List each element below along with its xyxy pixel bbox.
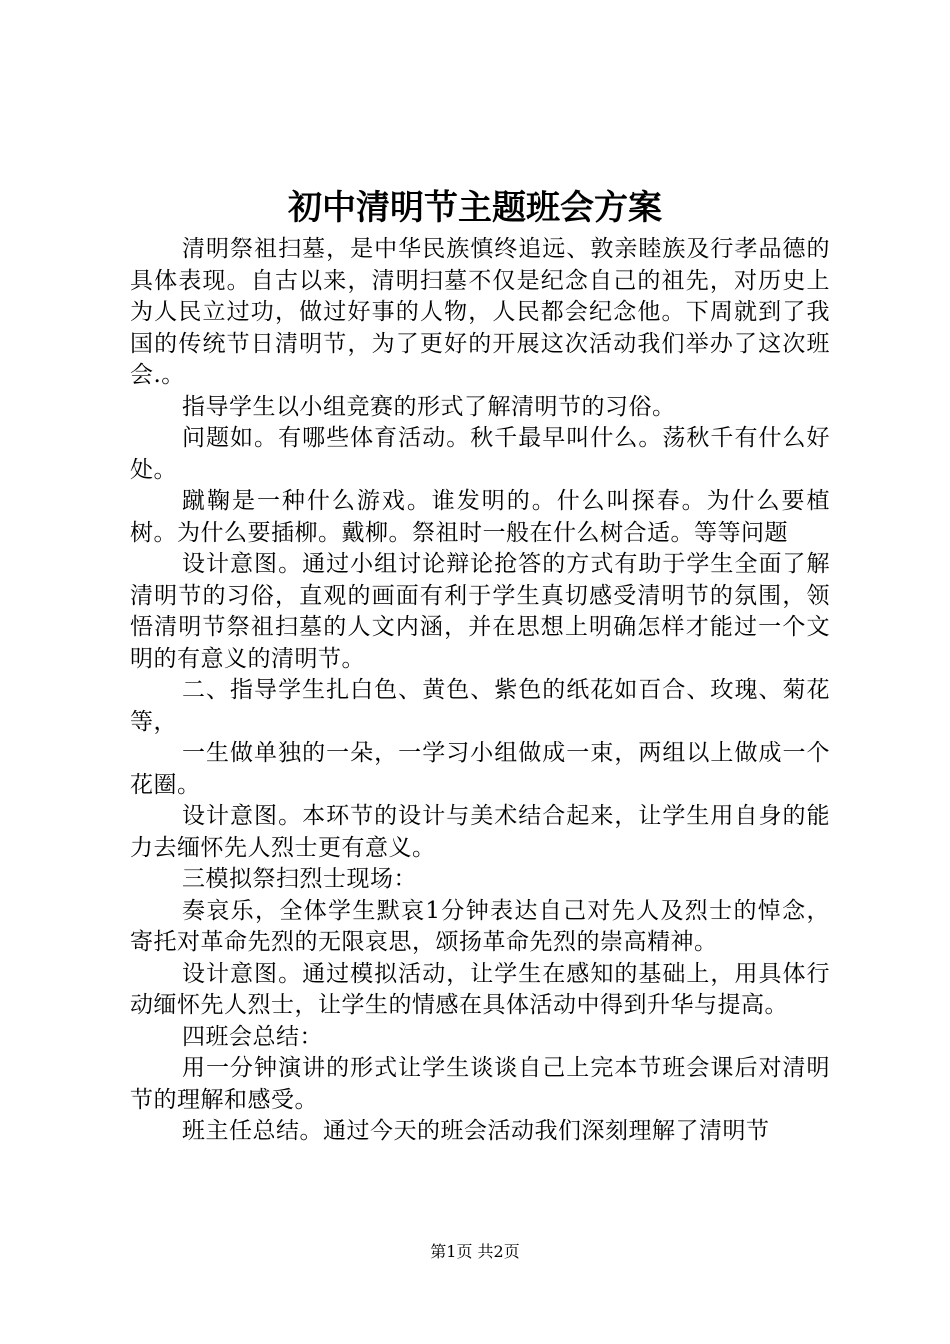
paragraph-speech: 用一分钟演讲的形式让学生谈谈自己上完本节班会课后对清明节的理解和感受。	[130, 1055, 830, 1113]
paragraph-cuju: 蹴鞠是一种什么游戏。谁发明的。什么叫探春。为什么要植树。为什么要插柳。戴柳。祭祖时一般在什么树合适。等等问题	[130, 488, 830, 546]
paragraph-flower-groups: 一生做单独的一朵，一学习小组做成一束，两组以上做成一个花圈。	[130, 740, 830, 798]
paragraph-design-intent-2: 设计意图。本环节的设计与美术结合起来，让学生用自身的能力去缅怀先人烈士更有意义。	[130, 803, 830, 861]
paragraph-silence: 奏哀乐，全体学生默哀1分钟表达自己对先人及烈士的悼念，寄托对革命先烈的无限哀思，颂扬革命先烈的崇高精神。	[130, 897, 830, 955]
page-footer: 第1页 共2页	[430, 1242, 520, 1261]
document-body	[130, 234, 830, 1148]
paragraph-teacher-summary: 班主任总结。通过今天的班会活动我们深刻理解了清明节	[182, 1118, 770, 1144]
paragraph-guide-customs: 指导学生以小组竞赛的形式了解清明节的习俗。	[182, 393, 676, 420]
paragraph-paper-flowers: 二、指导学生扎白色、黄色、紫色的纸花如百合、玫瑰、菊花等，	[130, 677, 830, 735]
paragraph-section-three: 三模拟祭扫烈士现场：	[182, 866, 417, 892]
paragraph-design-intent-3: 设计意图。通过模拟活动，让学生在感知的基础上，用具体行动缅怀先人烈士，让学生的情感在具体活动中得到升华与提高。	[130, 960, 830, 1018]
paragraph-intro: 清明祭祖扫墓，是中华民族慎终追远、敦亲睦族及行孝品德的具体表现。自古以来，清明扫墓不仅是纪念自己的祖先，对历史上为人民立过功，做过好事的人物，人民都会纪念他。下周就到了我国的传统节日清明节，为了更好的开展这次活动我们举办了这次班会.。	[130, 236, 830, 388]
page-title: 初中清明节主题班会方案	[288, 188, 662, 228]
paragraph-section-four: 四班会总结：	[182, 1023, 323, 1050]
paragraph-questions: 问题如。有哪些体育活动。秋千最早叫什么。荡秋千有什么好处。	[130, 425, 830, 483]
paragraph-design-intent-1: 设计意图。通过小组讨论辩论抢答的方式有助于学生全面了解清明节的习俗，直观的画面有利于学生真切感受清明节的氛围，领悟清明节祭祖扫墓的人文内涵，并在思想上明确怎样才能过一个文明的有意义的清明节。	[130, 551, 830, 672]
